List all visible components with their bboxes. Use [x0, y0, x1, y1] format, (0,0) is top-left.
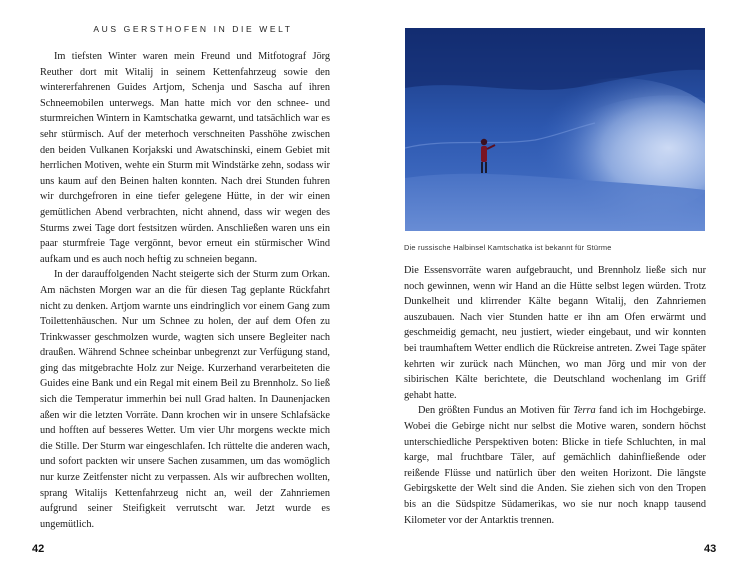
page-number-right: 43: [704, 543, 717, 555]
body-paragraph: Die Essensvorräte waren aufgebraucht, und Brennholz ließe sich nur noch gewinnen, wenn wir Hand an die Hütte selbst legen würden. Trotz Dunkelheit und klirrender Kälte begann Witalij, den Zahnriemen auszubauen. Nach vier Stunden hatte er ihn am Ofen erwärmt und geschmeidig gemacht, neu justiert, wieder eingebaut, und wir konnten bei traumhaftem Wetter endlich die Rückreise antreten. Zwei Tage später kehrten wir zurück nach München, wo man Jörg und mir von der sibirischen Kälte berichtete, die Deutschland wochenlang im Griff gehabt hatte.: [404, 265, 706, 401]
right-text-column: [404, 263, 706, 528]
italic-title: Terra: [573, 405, 596, 417]
photo-caption: Die russische Halbinsel Kamtschatka ist bekannt für Stürme: [404, 243, 612, 252]
text-run: fand ich im Hochgebirge. Wobei die Gebirge nicht nur selbst die Motive waren, sondern höchst unterschiedliche Perspektiven boten: Blicke in tiefe Schluchten, in mal karge, mal fruchtbare Täler, auf gemächlich dahinfließende oder reißende Flüsse und natürlich über den weiten Horizont. Die längste Gebirgskette der Welt sind die Anden. Sie ziehen sich von den Tropen bis an die Südspitze Südamerikas, wo sie nur noch knapp tausend Kilometer vor der Antarktis trennen.: [404, 405, 706, 526]
body-paragraph: [404, 403, 706, 528]
text-run: Den größten Fundus an Motiven für: [418, 405, 574, 417]
photo-illustration: [405, 28, 705, 231]
body-paragraph: In der darauffolgenden Nacht steigerte sich der Sturm zum Orkan. Am nächsten Morgen war an die für diesen Tag geplante Rückfahrt nicht zu denken. Artjom warnte uns eindringlich vor einem Gang zum Toilettenhäuschen. Nur um Schnee zu holen, der auf dem Ofen zu Trinkwasser geschmolzen wurde, wagten sich unsere Begleiter nach draußen. Während Schnee scheinbar unbegrenzt zur Verfügung stand, ging das mitgebrachte Holz zur Neige. Kurzerhand verarbeiteten die Guides eine Bank und ein Regal mit einem Beil zu Brennholz. So ließ sich die Temperatur immerhin bei null Grad halten. In Daunenjacken aßen wir die letzten Vorräte. Dann krochen wir in unsere Schlafsäcke und hofften auf besseres Wetter. Um vier Uhr morgens weckte mich die Stille. Der Sturm war eingeschlafen. Ich rüttelte die anderen wach, und sofort packten wir unsere Sachen zusammen, um das womöglich nur kurze Zeitfenster nicht zu verpassen. Als wir aufbrechen wollten, sprang Witalijs Kettenfahrzeug nicht an, weil der Zahnriemen aufgrund seiner Steifigkeit verrutscht war. Jetzt wurde es ungemütlich.: [40, 269, 330, 530]
left-text-column: [40, 49, 330, 532]
right-page: [375, 0, 750, 579]
page-number-left: 42: [32, 543, 45, 555]
running-head: AUS GERSTHOFEN IN DIE WELT: [93, 24, 293, 34]
body-paragraph: Im tiefsten Winter waren mein Freund und Mitfotograf Jörg Reuther dort mit Witalij in seinem Kettenfahrzeug sowie den wintererfahrenen Guides Artjom, Schenja und Sascha auf ihren Schneemobilen unterwegs. Man hatte mich vor den schnee- und sturmreichen Wintern in Kamtschatka gewarnt, und tatsächlich war es sehr stürmisch. Auf der meterhoch verschneiten Passhöhe zwischen den beiden Vulkanen Korjakski und Awatschinski, einem Gebiet mit herrlichen Motiven, wehte ein Sturm mit Windstärke zehn, sodass wir uns kaum auf den Beinen halten konnten. Nach drei Stunden fuhren wir durchgefroren in eine tiefer gelegene Hütte, in der wir einen gemütlichen Abend verbrachten, nicht ahnend, dass wir wegen des Sturms zwei Tage dort festsitzen würden. Anschließen waren uns ein paar sturmfreie Tage vergönnt, bevor erneut ein stürmischer Wind aufkam und es auch noch heftig zu schneien begann.: [40, 51, 330, 265]
snowstorm-photo: [405, 28, 705, 231]
